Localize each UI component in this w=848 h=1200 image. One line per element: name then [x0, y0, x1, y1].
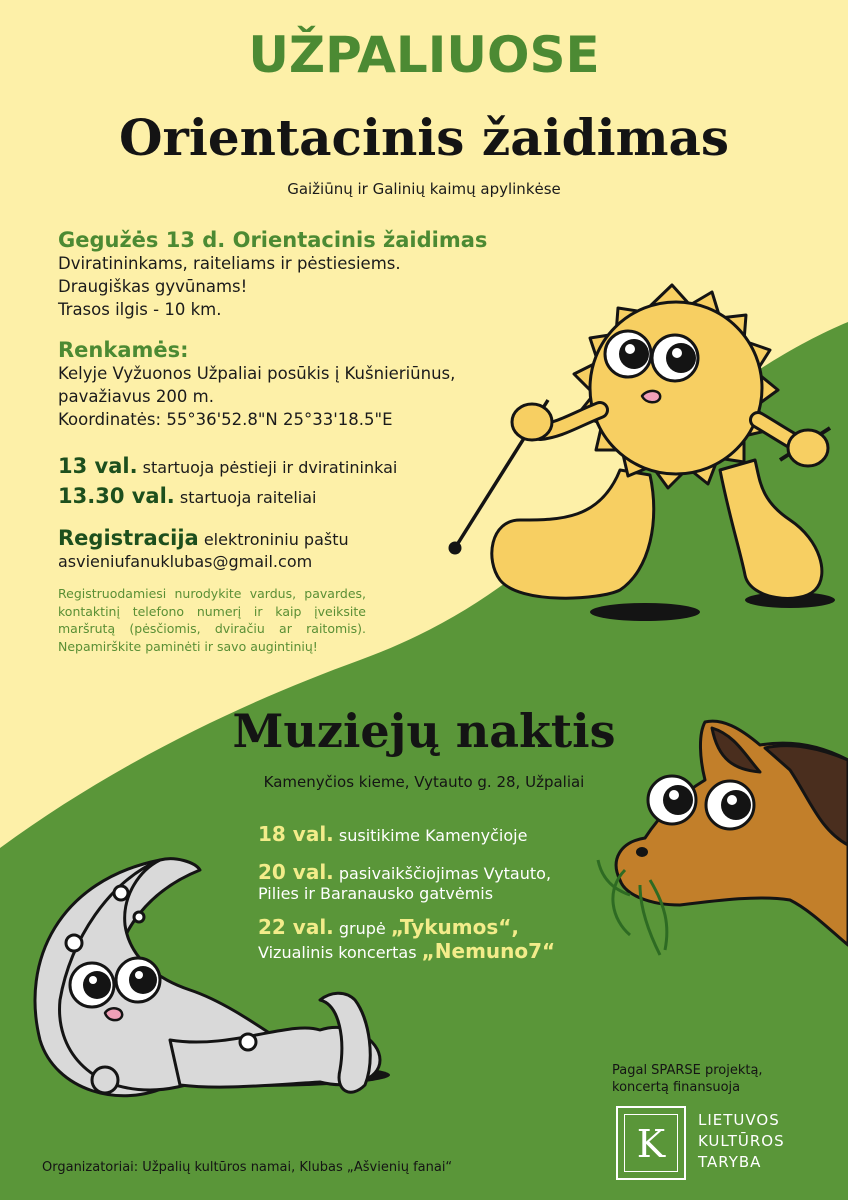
start-time: 13.30 val.	[58, 484, 175, 508]
schedule-text-2: Pilies ir Baranausko gatvėmis	[258, 884, 494, 903]
ltk-logo-letter: K	[636, 1122, 666, 1166]
ltk-logo-mark	[616, 1106, 686, 1180]
schedule-text: pasivaikščiojimas Vytauto,	[338, 864, 552, 883]
schedule-time: 18 val.	[258, 822, 334, 846]
game-line-3: Trasos ilgis - 10 km.	[58, 300, 222, 319]
band-name: „Tykumos“,	[390, 915, 520, 939]
start-time-row	[58, 454, 538, 478]
registration-label: Registracija	[58, 526, 199, 550]
schedule-text: susitikime Kamenyčioje	[338, 826, 528, 845]
schedule-item	[258, 915, 598, 963]
ltk-logo-text	[698, 1110, 785, 1173]
start-time: 13 val.	[58, 454, 138, 478]
start-time-row	[58, 484, 538, 508]
ltk-line-2: KULTŪROS	[698, 1132, 785, 1150]
ltk-line-1: LIETUVOS	[698, 1111, 780, 1129]
event-subtitle: Gaižiūnų ir Galinių kaimų apylinkėse	[287, 180, 561, 198]
event-title: Orientacinis žaidimas	[118, 108, 730, 167]
meet-block	[58, 338, 538, 431]
game-line-1: Dviratininkams, raiteliams ir pėstiesiems.	[58, 254, 401, 273]
start-text: startuoja pėstieji ir dviratininkai	[142, 458, 398, 477]
schedule-item	[258, 860, 598, 903]
organizers: Organizatoriai: Užpalių kultūros namai, Klubas „Ašvienių fanai“	[42, 1160, 453, 1175]
coordinates: Koordinatės: 55°36'52.8"N 25°33'18.5"E	[58, 410, 393, 429]
registration-note: Registruodamiesi nurodykite vardus, pavardes, kontaktinį telefono numerį ir kaip įveiksite maršrutą (pėsčiomis, dviračiu ar raitomis). Nepamirškite paminėti ir savo augintinių!	[58, 586, 366, 654]
meet-heading: Renkamės:	[58, 338, 189, 362]
registration-block	[58, 526, 478, 655]
game-block	[58, 228, 538, 321]
schedule-time: 20 val.	[258, 860, 334, 884]
meet-line-1: Kelyje Vyžuonos Užpaliai posūkis į Kušnieriūnus,	[58, 364, 456, 383]
game-line-2: Draugiškas gyvūnams!	[58, 277, 248, 296]
schedule-text: grupė	[338, 919, 386, 938]
museum-title: Muziejų naktis	[232, 704, 616, 758]
funding-line-2: koncertą finansuoja	[612, 1080, 741, 1095]
schedule-item	[258, 822, 598, 846]
start-text: startuoja raiteliai	[179, 488, 317, 507]
concert-name: „Nemuno7“	[421, 939, 556, 963]
museum-place: Kamenyčios kieme, Vytauto g. 28, Užpaliai	[263, 773, 585, 791]
start-times	[58, 454, 538, 508]
ltk-line-3: TARYBA	[698, 1153, 762, 1171]
game-heading: Gegužės 13 d. Orientacinis žaidimas	[58, 228, 488, 252]
town-heading: UŽPALIUOSE	[248, 26, 600, 84]
registration-text: elektroniniu paštu	[203, 530, 349, 549]
funding-line-1: Pagal SPARSE projektą,	[612, 1063, 763, 1078]
schedule-text-2: Vizualinis koncertas	[258, 943, 417, 962]
schedule-time: 22 val.	[258, 915, 334, 939]
registration-email[interactable]: asvieniufanuklubas@gmail.com	[58, 552, 313, 571]
funding-text	[612, 1062, 763, 1096]
museum-schedule	[258, 822, 598, 963]
meet-line-2: pavažiavus 200 m.	[58, 387, 214, 406]
